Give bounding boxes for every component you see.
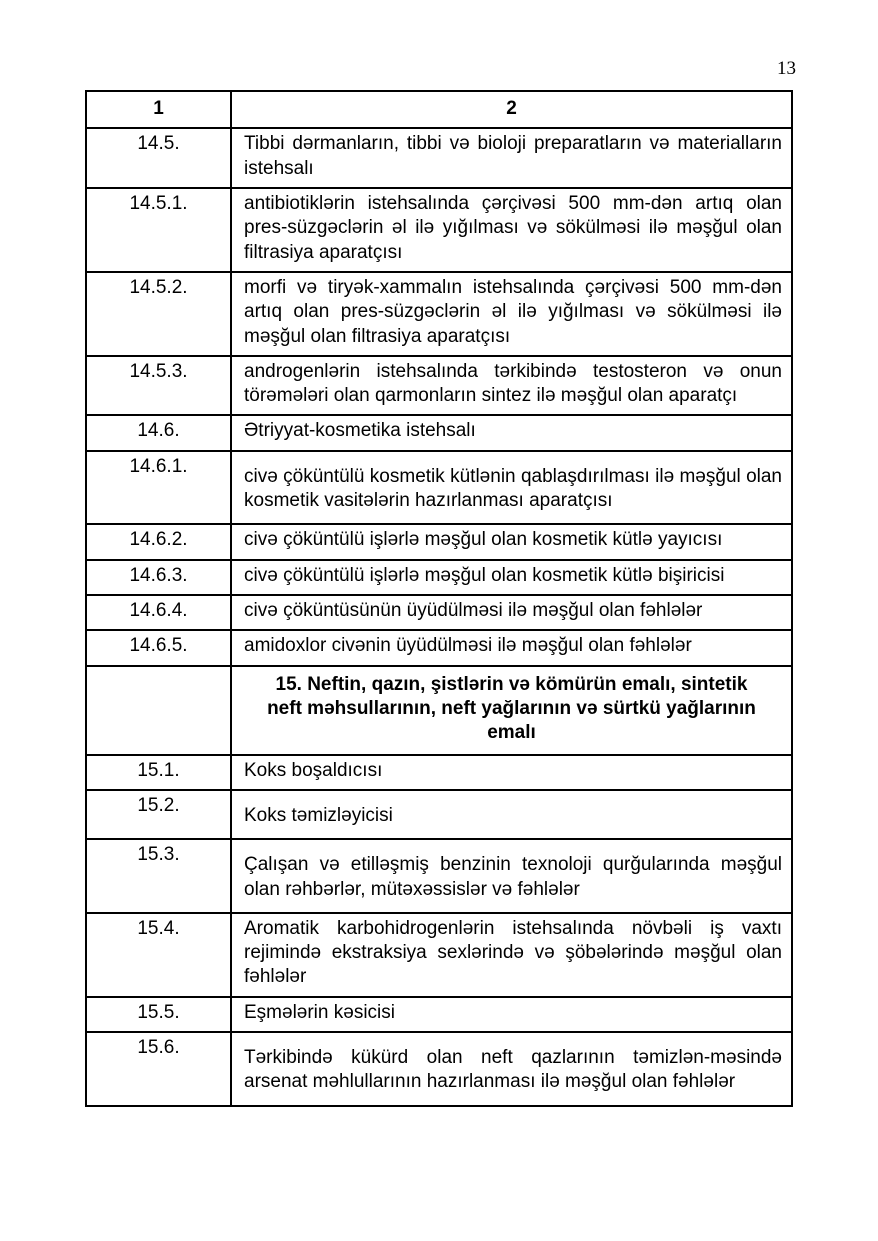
table-row — [86, 128, 792, 188]
row-number-cell: 15.1. — [86, 755, 231, 790]
table-row — [86, 666, 792, 755]
row-number-cell: 14.6.2. — [86, 524, 231, 559]
row-text-cell: morfi və tiryək-xammalın istehsalında çərçivəsi 500 mm-dən artıq olan pres-süzgəclərin əl ilə yığılması və sökülməsi ilə məşğul olan filtrasiya aparatçısı — [231, 272, 792, 356]
row-text-cell: 15. Neftin, qazın, şistlərin və kömürün emalı, sintetik neft məhsullarının, neft yağlarının və sürtkü yağlarının emalı — [231, 666, 792, 755]
table-header-row — [86, 91, 792, 128]
page-number: 13 — [777, 58, 796, 79]
row-number-cell: 15.3. — [86, 839, 231, 913]
row-text-cell: Koks təmizləyicisi — [231, 790, 792, 839]
row-number-cell: 14.6.3. — [86, 560, 231, 595]
row-number-cell: 15.2. — [86, 790, 231, 839]
row-number-cell: 14.5.1. — [86, 188, 231, 272]
table-row — [86, 595, 792, 630]
row-number-cell: 15.5. — [86, 997, 231, 1032]
row-number-cell: 15.6. — [86, 1032, 231, 1106]
table-row — [86, 560, 792, 595]
row-text-cell: Çalışan və etilləşmiş benzinin texnoloji qurğularında məşğul olan rəhbərlər, mütəxəssislər və fəhlələr — [231, 839, 792, 913]
row-text-cell: civə çöküntülü kosmetik kütlənin qablaşdırılması ilə məşğul olan kosmetik vasitələrin hazırlanması aparatçısı — [231, 451, 792, 525]
row-number-cell: 14.6.5. — [86, 630, 231, 665]
table-row — [86, 913, 792, 997]
table-row — [86, 451, 792, 525]
row-text-cell: Tibbi dərmanların, tibbi və bioloji preparatların və materialların istehsalı — [231, 128, 792, 188]
row-number-cell: 14.6.1. — [86, 451, 231, 525]
row-number-cell: 14.6.4. — [86, 595, 231, 630]
row-text-cell: Koks boşaldıcısı — [231, 755, 792, 790]
table-row — [86, 188, 792, 272]
row-text-cell: amidoxlor civənin üyüdülməsi ilə məşğul olan fəhlələr — [231, 630, 792, 665]
row-text-cell: civə çöküntülü işlərlə məşğul olan kosmetik kütlə yayıcısı — [231, 524, 792, 559]
row-text-cell: Eşmələrin kəsicisi — [231, 997, 792, 1032]
row-text-cell: Tərkibində kükürd olan neft qazlarının təmizlən-məsində arsenat məhlullarının hazırlanması ilə məşğul olan fəhlələr — [231, 1032, 792, 1106]
row-number-cell: 14.5.3. — [86, 356, 231, 416]
table-row — [86, 272, 792, 356]
table-row — [86, 1032, 792, 1106]
row-text-cell: civə çöküntüsünün üyüdülməsi ilə məşğul olan fəhlələr — [231, 595, 792, 630]
table-row — [86, 997, 792, 1032]
row-text-cell: civə çöküntülü işlərlə məşğul olan kosmetik kütlə bişiricisi — [231, 560, 792, 595]
table-row — [86, 356, 792, 416]
table-row — [86, 839, 792, 913]
table-row — [86, 524, 792, 559]
row-number-cell: 14.6. — [86, 415, 231, 450]
table-row — [86, 630, 792, 665]
row-number-cell: 15.4. — [86, 913, 231, 997]
table-header — [86, 91, 792, 128]
row-number-cell — [86, 666, 231, 755]
row-number-cell: 14.5. — [86, 128, 231, 188]
occupations-table — [85, 90, 793, 1107]
row-text-cell: androgenlərin istehsalında tərkibində testosteron və onun törəmələri olan qarmonların sintez ilə məşğul olan aparatçı — [231, 356, 792, 416]
column-header-2: 2 — [231, 91, 792, 128]
table-row — [86, 755, 792, 790]
row-text-cell: Ətriyyat-kosmetika istehsalı — [231, 415, 792, 450]
table-body — [86, 128, 792, 1105]
table-row — [86, 415, 792, 450]
row-text-cell: antibiotiklərin istehsalında çərçivəsi 500 mm-dən artıq olan pres-süzgəclərin əl ilə yığılması və sökülməsi ilə məşğul olan filtrasiya aparatçısı — [231, 188, 792, 272]
row-text-cell: Aromatik karbohidrogenlərin istehsalında növbəli iş vaxtı rejimində ekstraksiya sexlərində və şöbələrində məşğul olan fəhlələr — [231, 913, 792, 997]
table-row — [86, 790, 792, 839]
column-header-1: 1 — [86, 91, 231, 128]
row-number-cell: 14.5.2. — [86, 272, 231, 356]
